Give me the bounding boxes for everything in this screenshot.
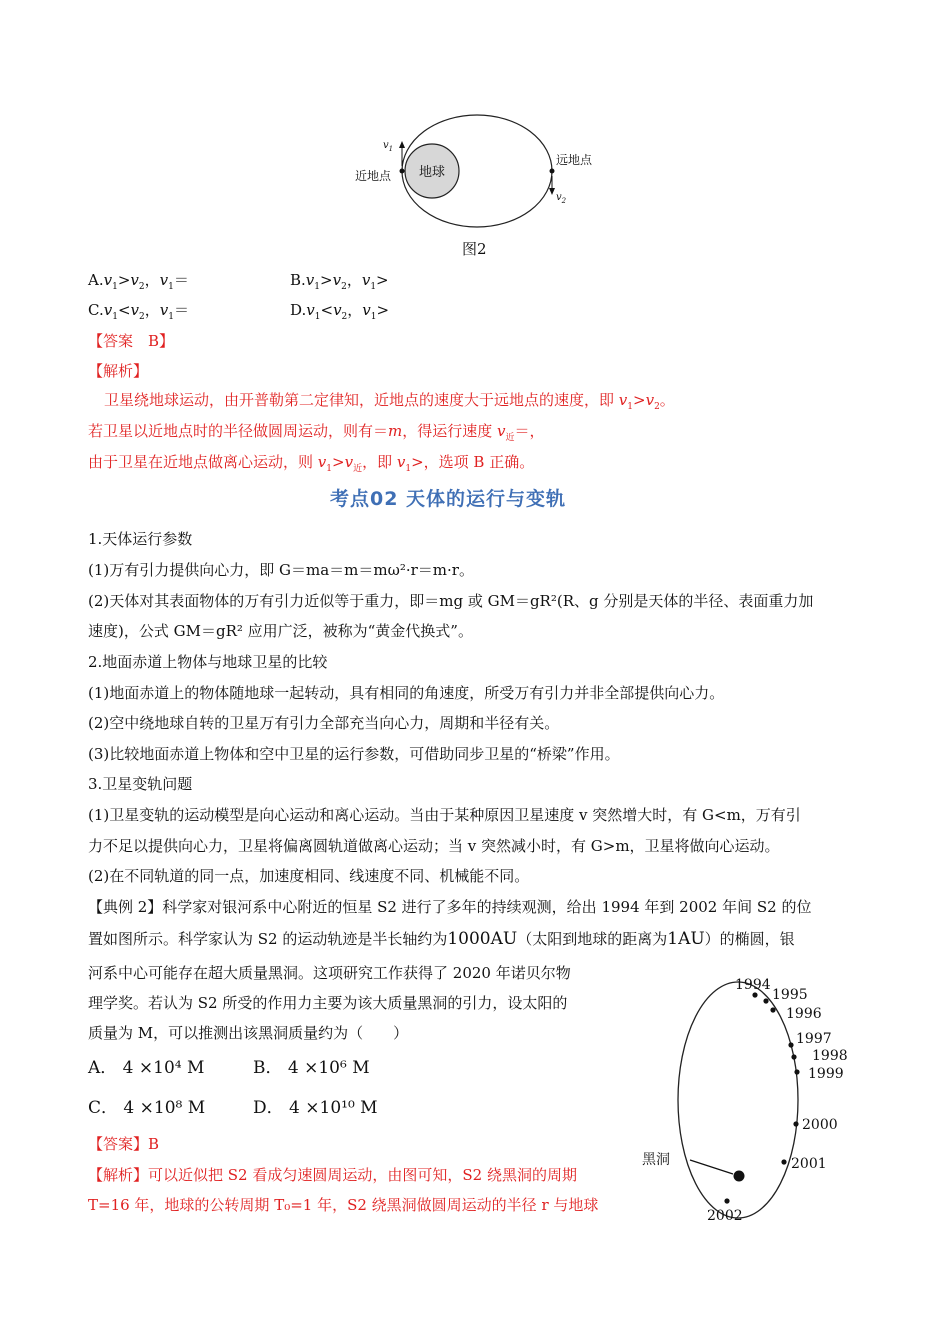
dot-2002 — [724, 1198, 729, 1203]
q1-analysis-line3: 由于卫星在近地点做离心运动，则 $v_1>v_近$，即 $v_1>$，选项 B 正确。 — [88, 453, 535, 474]
q1-analysis-line1: 卫星绕地球运动，由开普勒第二定律知，近地点的速度大于远地点的速度，即 $v_1>v_2$。 — [104, 391, 675, 412]
year-1998: 1998 — [812, 1048, 848, 1064]
section-title: 考点02 天体的运行与变轨 — [330, 488, 567, 510]
paragraph-1: (1)万有引力提供向心力，即 G＝ma＝m＝mω²·r＝m·r。 — [88, 561, 474, 579]
example2-option-c: C． 4 ×10⁸ M — [88, 1098, 206, 1118]
v2-label: $v_2$ — [556, 192, 567, 205]
orbit-diagram — [350, 108, 610, 238]
paragraph-2a: (2)天体对其表面物体的万有引力近似等于重力，即＝mg 或 GM＝gR²(R、g 分别是天体的半径、表面重力加 — [88, 592, 814, 610]
q1-analysis-line2: 若卫星以近地点时的半径做圆周运动，则有＝m，得运行速度 $v_近=$， — [88, 422, 545, 443]
example2-analysis-1: 【解析】可以近似把 S2 看成匀速圆周运动，由图可知，S2 绕黑洞的周期 — [88, 1166, 577, 1184]
black-hole-dot — [734, 1171, 745, 1182]
dot-1994 — [752, 992, 757, 997]
example2-analysis-2: T=16 年，地球的公转周期 T₀=1 年，S2 绕黑洞做圆周运动的半径 r 与地球 — [88, 1196, 599, 1214]
s2-orbit-ellipse — [678, 982, 798, 1218]
example2-option-d: D． 4 ×10¹⁰ M — [253, 1098, 378, 1118]
paragraph-2b: 速度)，公式 GM＝gR² 应用广泛，被称为“黄金代换式”。 — [88, 622, 473, 640]
perigee-dot — [400, 169, 405, 174]
example2-line5: 质量为 M，可以推测出该黑洞质量约为（ ） — [88, 1024, 409, 1042]
year-1999: 1999 — [808, 1066, 844, 1082]
year-1997: 1997 — [796, 1031, 832, 1047]
q1-answer: 【答案 B】 — [88, 332, 175, 350]
option-b: $B.v_1>v_2$，$v_1>$ — [290, 271, 389, 292]
dot-2001 — [781, 1159, 786, 1164]
option-a: $A.v_1>v_2$，$v_1=$ — [88, 271, 189, 292]
perigee-label: 近地点 — [355, 169, 392, 183]
figure-caption: 图2 — [462, 240, 487, 258]
dot-1998 — [791, 1054, 796, 1059]
paragraph-6b: 力不足以提供向心力，卫星将偏离圆轨道做离心运动；当 v 突然减小时，有 G>m，卫星将做向心运动。 — [88, 837, 780, 855]
example2-line3: 河系中心可能存在超大质量黑洞。这项研究工作获得了 2020 年诺贝尔物 — [88, 964, 571, 982]
v1-label: $v_1$ — [383, 140, 394, 153]
dot-1996 — [770, 1007, 775, 1012]
black-hole-pointer — [690, 1160, 733, 1174]
q1-analysis-label: 【解析】 — [88, 362, 149, 380]
heading-2: 2.地面赤道上物体与地球卫星的比较 — [88, 653, 328, 671]
example2-line4: 理学奖。若认为 S2 所受的作用力主要为该大质量黑洞的引力，设太阳的 — [88, 994, 568, 1012]
example2-line1: 【典例 2】科学家对银河系中心附近的恒星 S2 进行了多年的持续观测，给出 1994 年到 2002 年间 S2 的位 — [88, 898, 812, 916]
option-d: $D.v_1<v_2$，$v_1>$ — [290, 301, 390, 322]
paragraph-6a: (1)卫星变轨的运动模型是向心运动和离心运动。当由于某种原因卫星速度 v 突然增大时，有 G<m，万有引 — [88, 806, 801, 824]
year-1994: 1994 — [735, 977, 771, 993]
example2-line2: 置如图所示。科学家认为 S2 的运动轨迹是半长轴约为1000AU（太阳到地球的距离为1AU）的椭圆，银 — [88, 929, 795, 949]
year-2000: 2000 — [802, 1117, 838, 1133]
year-1995: 1995 — [772, 987, 808, 1003]
dot-2000 — [793, 1121, 798, 1126]
heading-1: 1.天体运行参数 — [88, 530, 193, 548]
apogee-label: 远地点 — [556, 153, 593, 167]
earth-label: 地球 — [418, 165, 446, 180]
paragraph-5: (3)比较地面赤道上物体和空中卫星的运行参数，可借助同步卫星的“桥梁”作用。 — [88, 745, 620, 763]
paragraph-4: (2)空中绕地球自转的卫星万有引力全部充当向心力，周期和半径有关。 — [88, 714, 560, 732]
option-c: $C.v_1<v_2$，$v_1=$ — [88, 301, 189, 322]
year-2001: 2001 — [791, 1156, 827, 1172]
dot-1995 — [763, 998, 768, 1003]
heading-3: 3.卫星变轨问题 — [88, 775, 193, 793]
example2-option-a: A． 4 ×10⁴ M — [88, 1058, 205, 1078]
dot-1997 — [788, 1042, 793, 1047]
paragraph-7: (2)在不同轨道的同一点，加速度相同、线速度不同、机械能不同。 — [88, 867, 530, 885]
example2-option-b: B． 4 ×10⁶ M — [253, 1058, 370, 1078]
apogee-dot — [550, 169, 555, 174]
paragraph-3: (1)地面赤道上的物体随地球一起转动，具有相同的角速度，所受万有引力并非全部提供向心力。 — [88, 684, 725, 702]
year-1996: 1996 — [786, 1006, 822, 1022]
s2-orbit-diagram — [630, 968, 860, 1228]
black-hole-label: 黑洞 — [642, 1152, 670, 1168]
year-2002: 2002 — [707, 1208, 743, 1224]
dot-1999 — [794, 1069, 799, 1074]
example2-answer: 【答案】B — [88, 1135, 160, 1153]
